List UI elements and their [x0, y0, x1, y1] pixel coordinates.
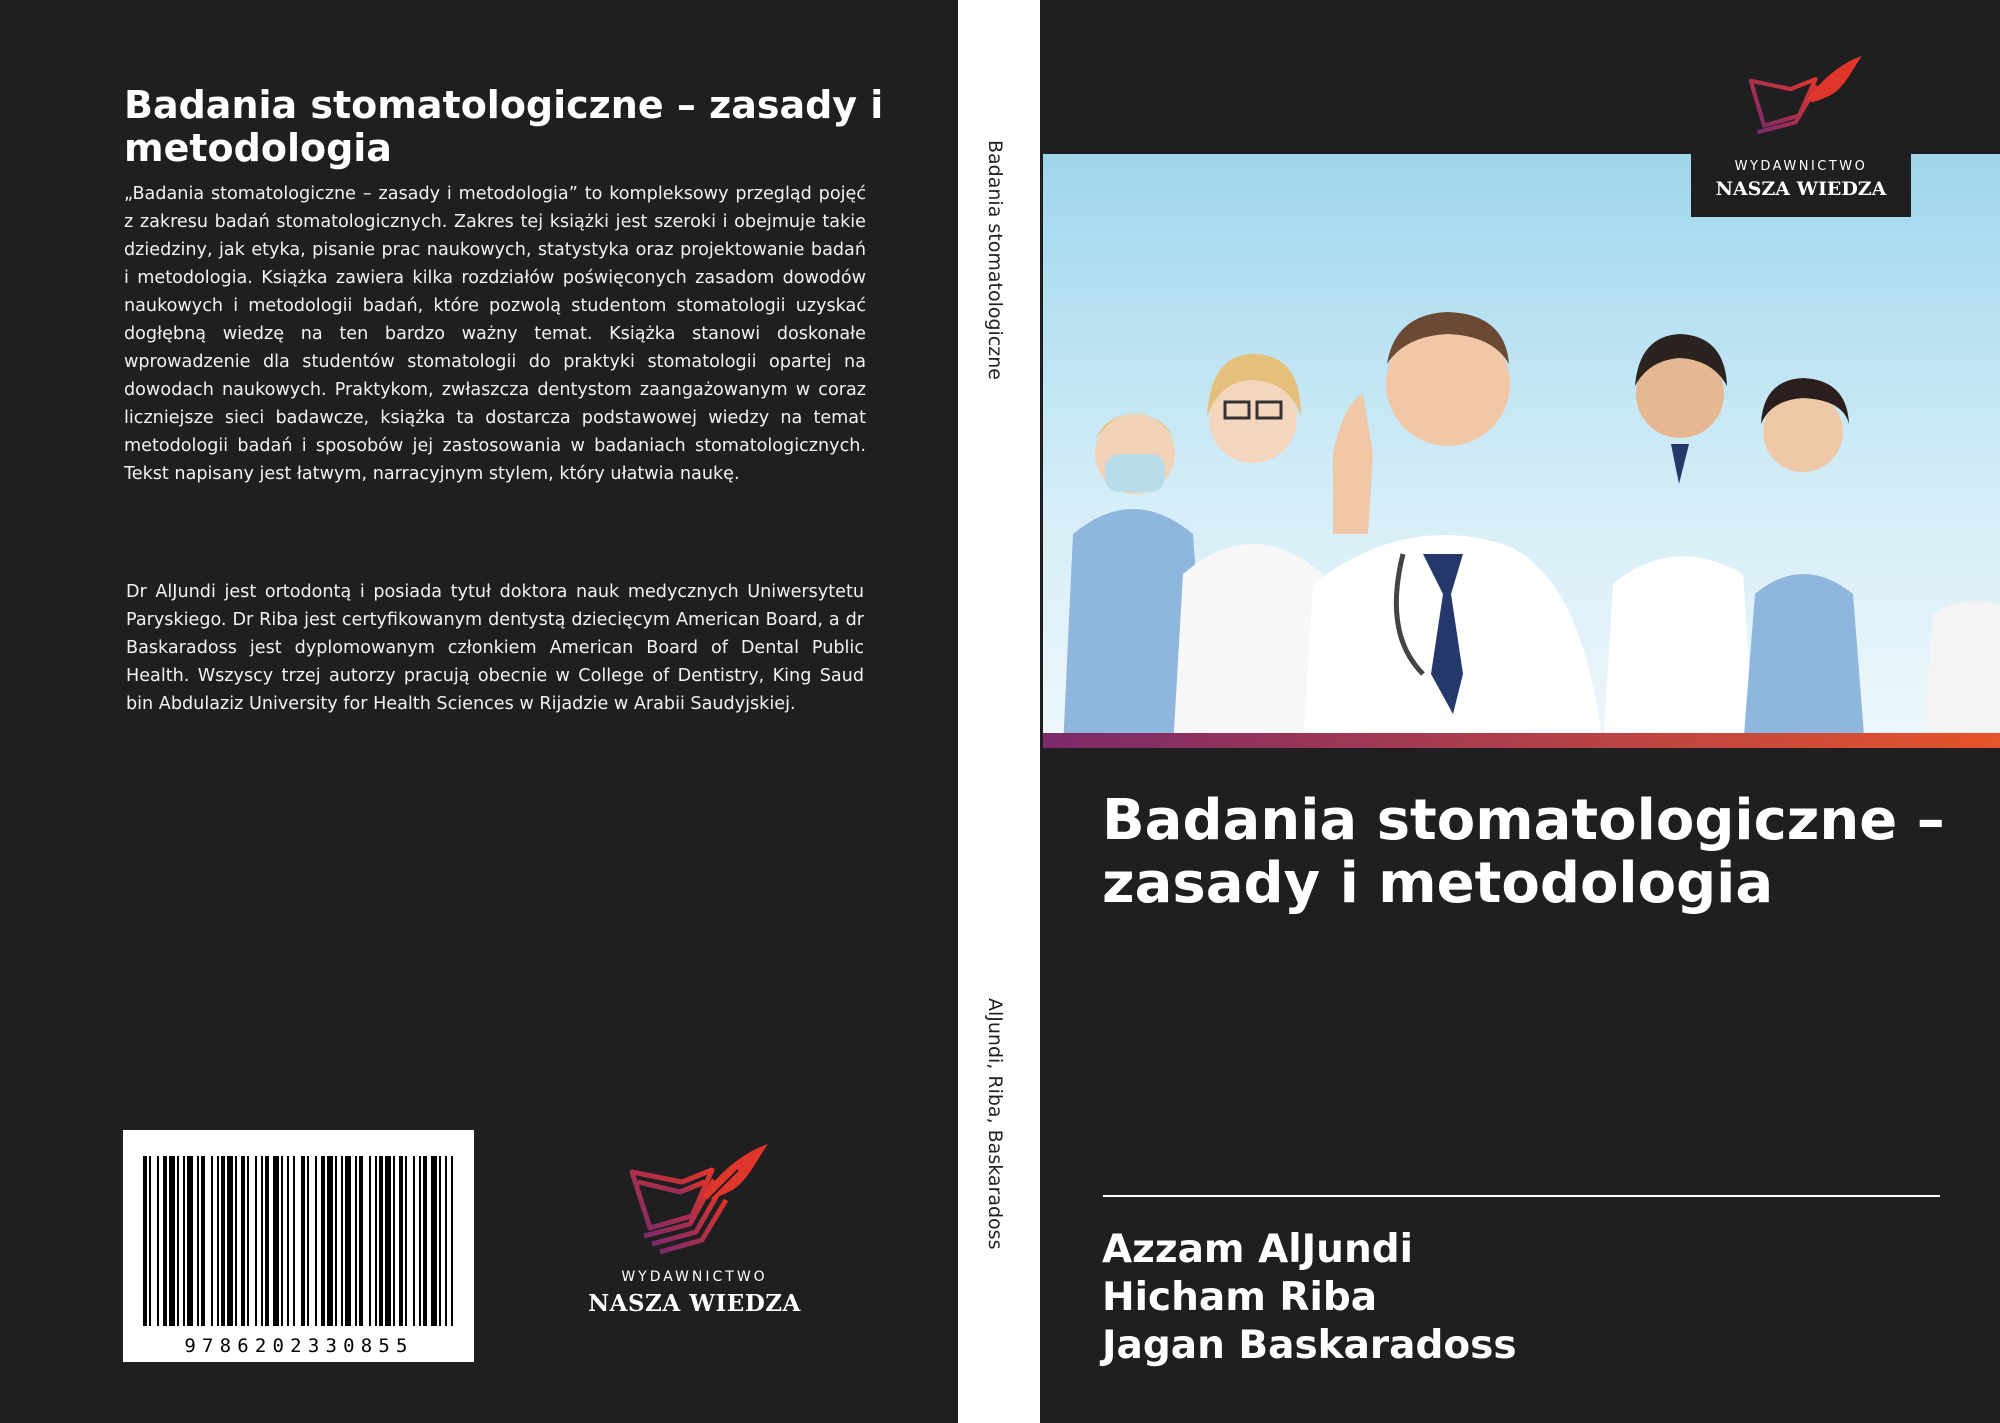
author-name: Hicham Riba — [1102, 1275, 1378, 1320]
publisher-logo-front — [1691, 0, 1911, 217]
spine-title: Badania stomatologiczne — [984, 140, 1006, 380]
publisher-name-line1: WYDAWNICTWO — [1734, 159, 1868, 174]
author-name: Jagan Baskaradoss — [1102, 1323, 1517, 1368]
spine-authors: AlJundi, Riba, Baskaradoss — [984, 998, 1006, 1250]
publisher-name-line2: NASZA WIEDZA — [1715, 178, 1887, 200]
barcode-bar — [451, 1156, 453, 1326]
barcode-bar — [177, 1156, 179, 1326]
barcode-bar — [211, 1156, 213, 1326]
barcode-bar — [227, 1156, 233, 1326]
barcode-bar — [217, 1156, 219, 1326]
barcode-bar — [247, 1156, 249, 1326]
barcode-bar — [255, 1156, 257, 1326]
barcode-bar — [413, 1156, 415, 1326]
barcode-bar — [335, 1156, 337, 1326]
author-list — [1102, 1226, 1517, 1370]
author-name: Azzam AlJundi — [1102, 1227, 1413, 1272]
barcode-bar — [341, 1156, 343, 1326]
isbn-barcode — [123, 1130, 474, 1362]
back-cover-title: Badania stomatologiczne – zasady i metodologia — [124, 83, 884, 170]
barcode-bar — [405, 1156, 407, 1326]
barcode-bar — [143, 1156, 147, 1326]
barcode-bar — [301, 1156, 305, 1326]
front-cover-title: Badania stomatologiczne – zasady i metodologia — [1102, 788, 1945, 916]
publisher-name-line1: WYDAWNICTWO — [621, 1269, 768, 1285]
barcode-bar — [423, 1156, 427, 1326]
barcode-bar — [149, 1156, 151, 1326]
barcode-bar — [375, 1156, 377, 1326]
publisher-logo-back — [562, 1140, 827, 1320]
barcode-bar — [187, 1156, 193, 1326]
cover-photo-medical-team — [1043, 154, 2000, 748]
barcode-bar — [327, 1156, 333, 1326]
barcode-bar — [431, 1156, 437, 1326]
barcode-bar — [235, 1156, 237, 1326]
barcode-bar — [261, 1156, 263, 1326]
barcode-bar — [265, 1156, 269, 1326]
back-cover-description: „Badania stomatologiczne – zasady i metodologia” to kompleksowy przegląd pojęć z zakresu badań stomatologicznych. Zakres tej książki jest szeroki i obejmuje takie dziedziny, jak etyka, pisanie prac naukowych, statystyka oraz projektowanie badań i metodologia. Książka zawiera kilka rozdziałów poświęconych zasadom dowodów naukowych i metodologii badań, które pozwolą studentom stomatologii uzyskać dogłębną wiedzę na ten bardzo ważny temat. Książka stanowi doskonałe wprowadzenie dla studentów stomatologii do praktyki stomatologii opartej na dowodach naukowych. Praktykom, zwłaszcza dentystom zaangażowanym w coraz liczniejsze sieci badawcze, książka ta dostarcza podstawowej wiedzy na temat metodologii badań i sposobów jej zastosowania w badaniach stomatologicznych. Tekst napisany jest łatwym, narracyjnym stylem, który ułatwia naukę. — [124, 184, 866, 484]
barcode-bar — [221, 1156, 225, 1326]
publisher-name-line2: NASZA WIEDZA — [588, 1290, 801, 1317]
title-divider — [1103, 1195, 1940, 1197]
barcode-bar — [273, 1156, 279, 1326]
barcode-bar — [183, 1156, 185, 1326]
barcode-bar — [287, 1156, 289, 1326]
barcode-bar — [393, 1156, 395, 1326]
barcode-bar — [201, 1156, 205, 1326]
back-cover — [0, 0, 958, 1423]
barcode-bar — [439, 1156, 441, 1326]
book-quill-icon — [562, 1140, 827, 1265]
barcode-bar — [293, 1156, 295, 1326]
barcode-bar — [241, 1156, 245, 1326]
barcode-bar — [321, 1156, 325, 1326]
barcode-bars — [123, 1130, 474, 1362]
barcode-bar — [359, 1156, 363, 1326]
book-quill-icon — [1691, 0, 1911, 150]
barcode-bar — [281, 1156, 283, 1326]
barcode-bar — [399, 1156, 403, 1326]
barcode-bar — [315, 1156, 317, 1326]
isbn-number: 9786202330855 — [184, 1335, 414, 1357]
barcode-bar — [163, 1156, 167, 1326]
barcode-bar — [197, 1156, 199, 1326]
barcode-bar — [355, 1156, 357, 1326]
barcode-bar — [385, 1156, 391, 1326]
barcode-bar — [157, 1156, 159, 1326]
barcode-bar — [369, 1156, 371, 1326]
author-biography: Dr AlJundi jest ortodontą i posiada tytuł doktora nauk medycznych Uniwersytetu Paryskiego. Dr Riba jest certyfikowanym dentystą dziecięcym American Board, a dr Baskaradoss jest dyplomowanym członkiem American Board of Dental Public Health. Wszyscy trzej autorzy pracują obecnie w College of Dentistry, King Saud bin Abdulaziz University for Health Sciences w Rijadzie w Arabii Saudyjskiej. — [126, 582, 864, 714]
barcode-bar — [419, 1156, 421, 1326]
barcode-bar — [169, 1156, 175, 1326]
barcode-bar — [379, 1156, 383, 1326]
barcode-bar — [445, 1156, 447, 1326]
barcode-bar — [345, 1156, 351, 1326]
barcode-bar — [307, 1156, 309, 1326]
